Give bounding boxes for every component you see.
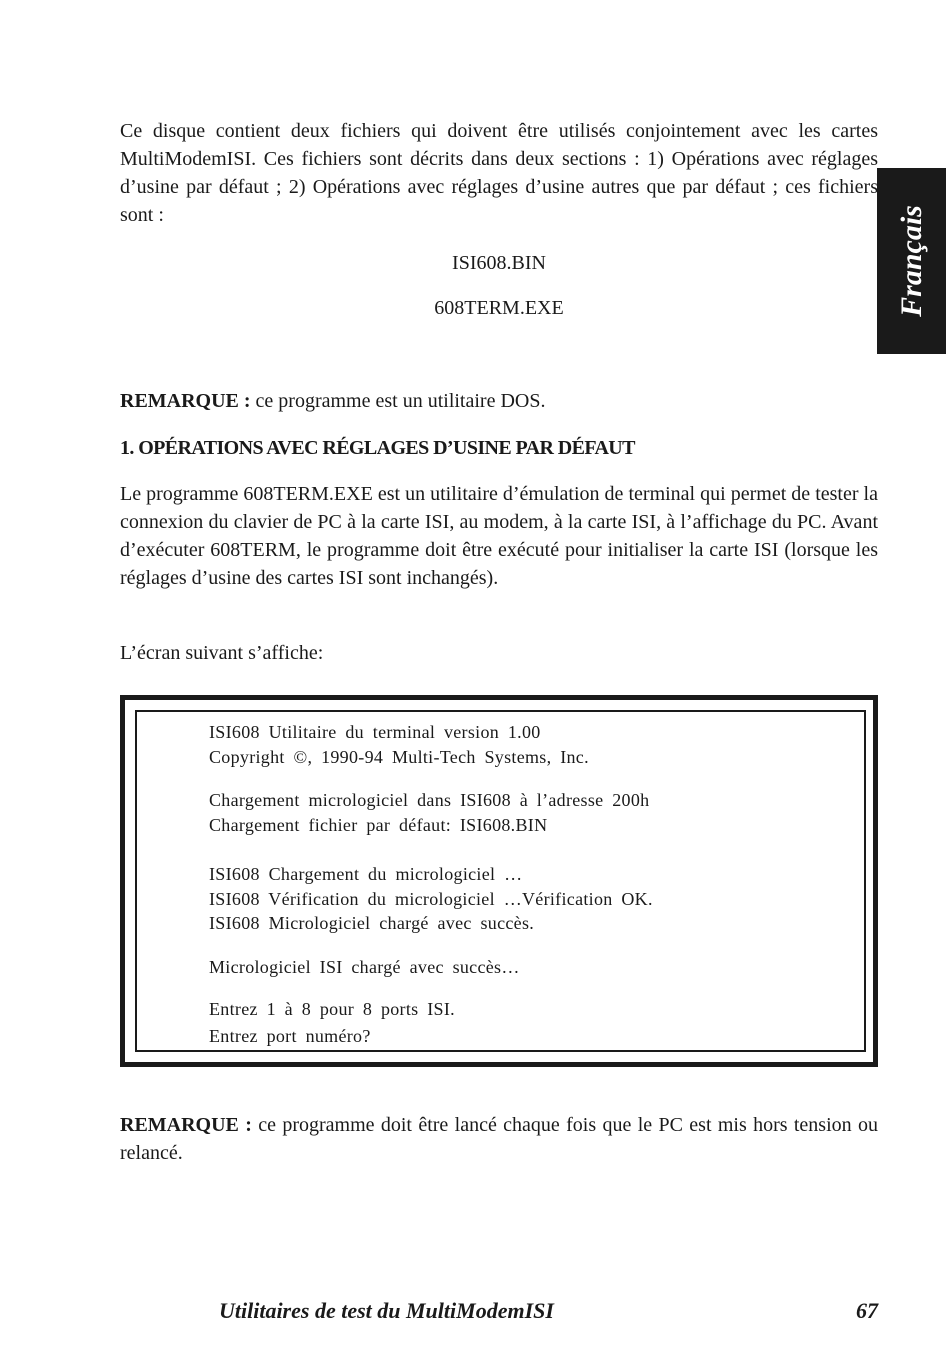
section-paragraph: Le programme 608TERM.EXE est un utilitaire d’émulation de terminal qui permet de tester la connexion du clavier de PC à la carte ISI, au modem, à la carte ISI, à l’affichage du PC. Avant d’exécuter 608TERM, le programme doit être exécuté pour initialiser la carte ISI (lorsque les réglages d’usine des cartes ISI sont inchangés).	[120, 483, 878, 589]
page-number: 67	[856, 1298, 878, 1323]
remark-dos	[120, 387, 878, 415]
file-name-exe: 608TERM.EXE	[434, 297, 564, 319]
intro-paragraph: Ce disque contient deux fichiers qui doivent être utilisés conjointement avec les cartes MultiModemISI. Ces fichiers sont décrits dans deux sections : 1) Opérations avec réglages d’usine par défaut ; 2) Opérations avec réglages d’usine autres que par défaut ; ces fichiers sont :	[120, 120, 878, 226]
screen-line: Entrez 1 à 8 pour 8 ports ISI.	[209, 999, 455, 1019]
screen-intro: L’écran suivant s’affiche:	[120, 642, 324, 664]
screen-line: ISI608 Vérification du micrologiciel …Vérification OK.	[209, 889, 653, 909]
remark-text: ce programme est un utilitaire DOS.	[250, 390, 546, 412]
language-tab	[877, 168, 946, 354]
screen-line: ISI608 Utilitaire du terminal version 1.00	[209, 722, 541, 742]
file-name-bin: ISI608.BIN	[452, 252, 546, 274]
screen-line: Micrologiciel ISI chargé avec succès…	[209, 957, 520, 977]
screen-line: ISI608 Chargement du micrologiciel …	[209, 864, 523, 884]
footer-title: Utilitaires de test du MultiModemISI	[219, 1298, 554, 1323]
screen-line: Chargement micrologiciel dans ISI608 à l’adresse 200h	[209, 790, 650, 810]
screen-line: Chargement fichier par défaut: ISI608.BIN	[209, 815, 548, 835]
screen-line: ISI608 Micrologiciel chargé avec succès.	[209, 913, 535, 933]
remark-restart	[120, 1111, 878, 1167]
remark-text: ce programme doit être lancé chaque fois que le PC est mis hors tension ou relancé.	[120, 1114, 878, 1164]
remark-label: REMARQUE :	[120, 390, 251, 412]
section-heading: 1. OPÉRATIONS AVEC RÉGLAGES D’USINE PAR DÉFAUT	[120, 437, 635, 459]
language-tab-label: Français	[894, 205, 928, 317]
screen-line: Entrez port numéro?	[209, 1026, 371, 1046]
remark-label: REMARQUE :	[120, 1114, 252, 1136]
screen-line: Copyright ©, 1990-94 Multi-Tech Systems, Inc.	[209, 747, 589, 767]
